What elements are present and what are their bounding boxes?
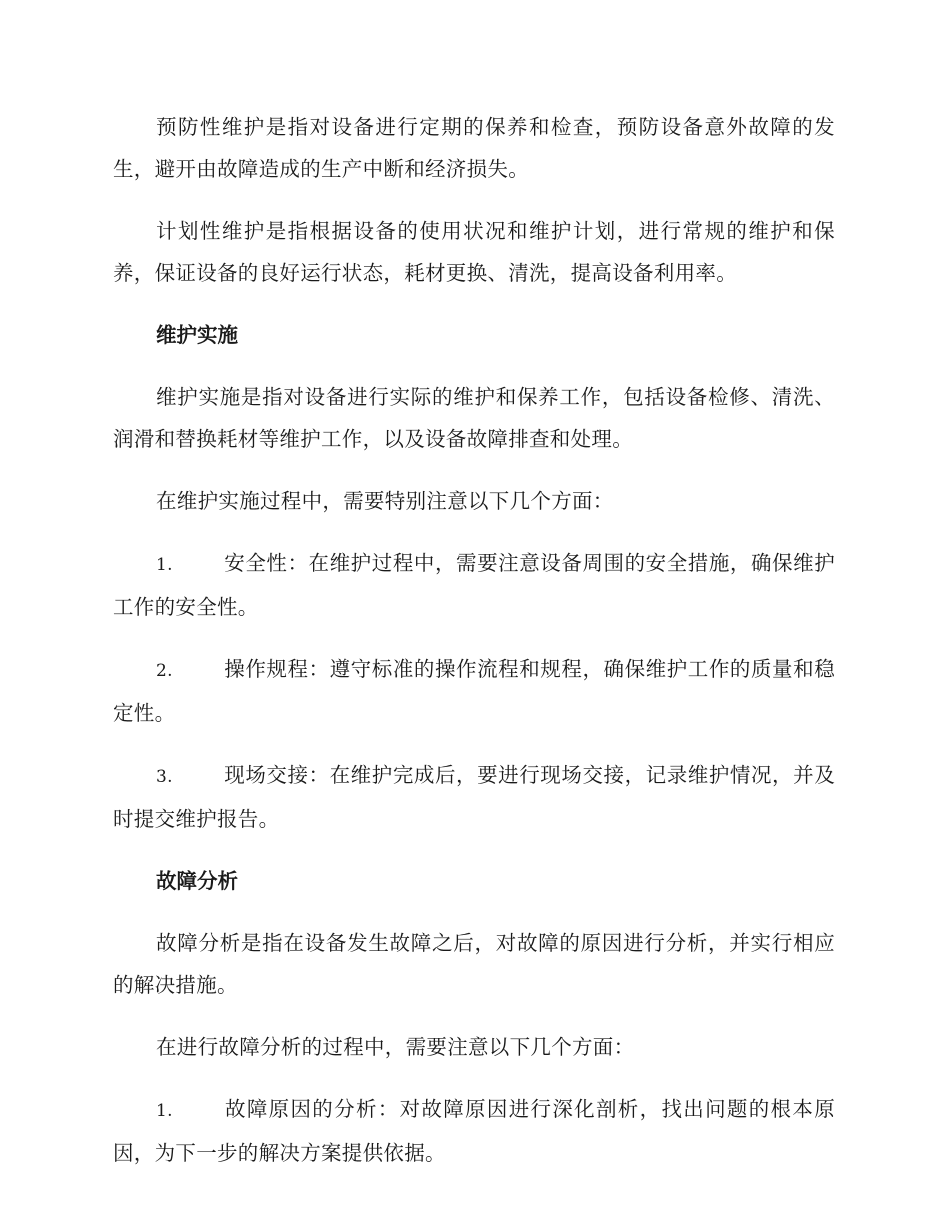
paragraph-preventive-maintenance: 预防性维护是指对设备进行定期的保养和检查，预防设备意外故障的发生，避开由故障造成的生产中断和经济损失。	[113, 115, 835, 181]
list-item-text: 故障原因的分析：对故障原因进行深化剖析，找出问题的根本原因，为下一步的解决方案提供依据。	[113, 1097, 835, 1165]
paragraph-implementation-definition: 维护实施是指对设备进行实际的维护和保养工作，包括设备检修、清洗、润滑和替换耗材等维护工作，以及设备故障排查和处理。	[113, 385, 835, 451]
list-item	[113, 754, 835, 840]
paragraph-planned-maintenance: 计划性维护是指根据设备的使用状况和维护计划，进行常规的维护和保养，保证设备的良好运行状态，耗材更换、清洗，提高设备利用率。	[113, 219, 835, 285]
list-item-text: 现场交接：在维护完成后，要进行现场交接，记录维护情况，并及时提交维护报告。	[113, 763, 835, 831]
paragraph-implementation-notes: 在维护实施过程中，需要特别注意以下几个方面：	[156, 489, 614, 513]
list-item	[113, 1088, 835, 1174]
list-item-number: 1.	[156, 1101, 173, 1121]
paragraph-fault-analysis-definition: 故障分析是指在设备发生故障之后，对故障的原因进行分析，并实行相应的解决措施。	[113, 931, 835, 997]
paragraph-fault-analysis-notes: 在进行故障分析的过程中，需要注意以下几个方面：	[156, 1035, 635, 1059]
list-item	[113, 542, 835, 628]
list-item-text: 操作规程：遵守标准的操作流程和规程，确保维护工作的质量和稳定性。	[113, 657, 835, 725]
heading-maintenance-implementation: 维护实施	[156, 323, 238, 347]
document-page	[113, 106, 835, 1194]
list-item-number: 3.	[156, 767, 173, 787]
list-item-number: 2.	[156, 661, 173, 681]
list-item	[113, 648, 835, 734]
list-item-text: 安全性：在维护过程中，需要注意设备周围的安全措施，确保维护工作的安全性。	[113, 551, 835, 619]
list-item-number: 1.	[156, 555, 173, 575]
heading-fault-analysis: 故障分析	[156, 869, 238, 893]
